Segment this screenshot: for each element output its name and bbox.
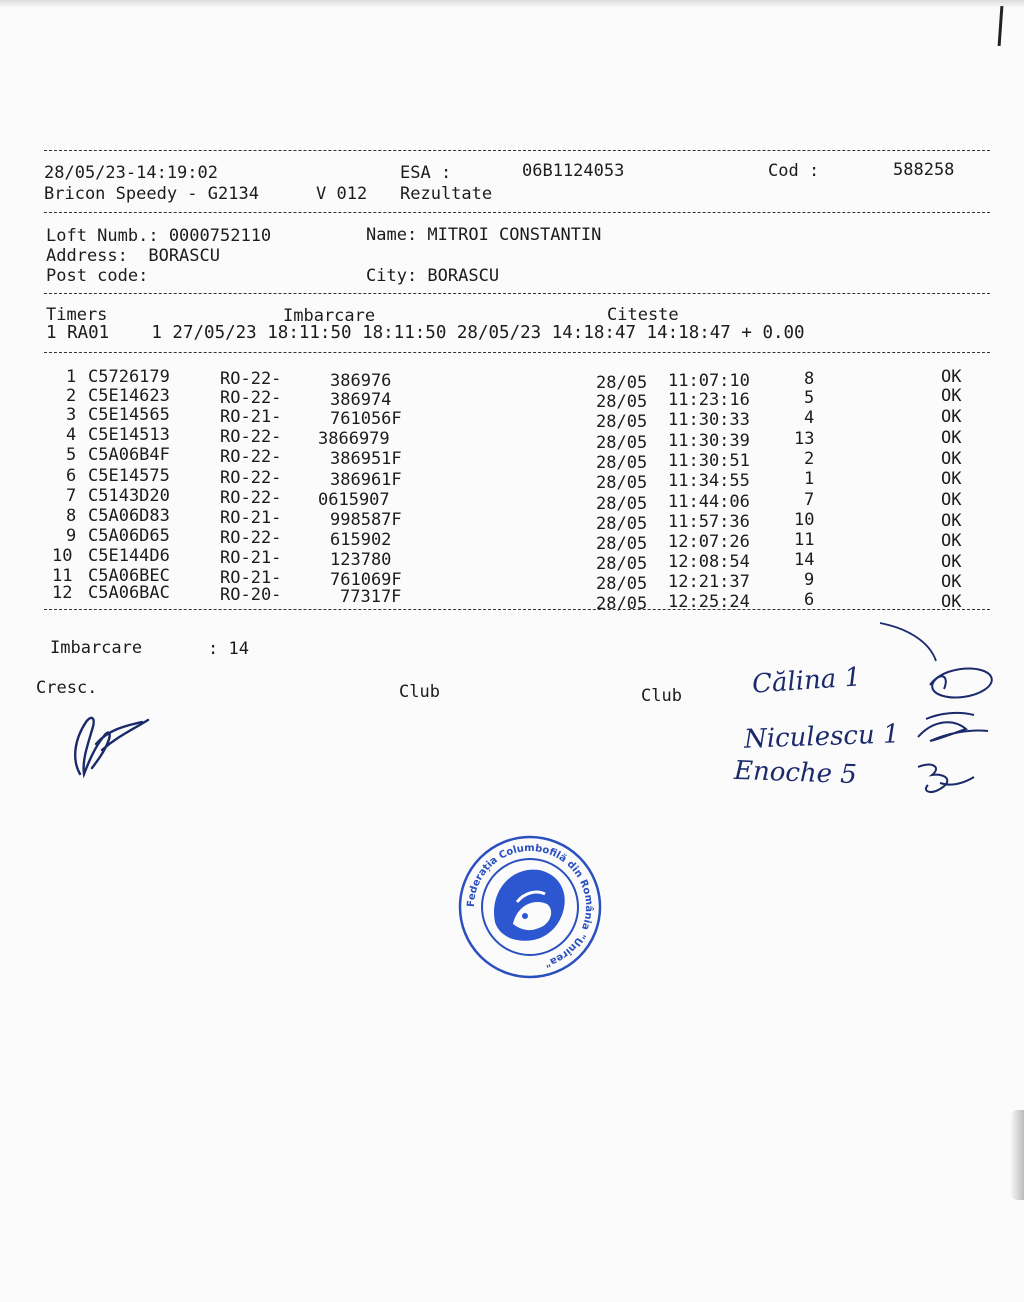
result-chip-id: C5E14575	[88, 466, 170, 486]
result-order: 5	[804, 388, 815, 408]
result-ring-number: 386976	[330, 371, 392, 391]
esa-label: ESA :	[400, 163, 452, 183]
result-chip-id: C5A06D83	[88, 506, 170, 526]
imbarcare-total-value: : 14	[208, 639, 249, 659]
result-order: 11	[794, 530, 815, 550]
result-date: 28/05	[596, 412, 648, 432]
result-time: 11:34:55	[668, 471, 750, 491]
result-date: 28/05	[596, 473, 648, 493]
result-status: OK	[941, 406, 962, 427]
stamp-ring-text: Federația Columbofilă din România "Unirea"	[465, 842, 595, 969]
result-date: 28/05	[596, 594, 648, 614]
result-status: OK	[941, 572, 962, 592]
address: Address: BORASCU	[46, 246, 220, 266]
result-time: 11:30:51	[668, 451, 750, 471]
cresc-label: Cresc.	[36, 678, 98, 698]
result-status: OK	[941, 428, 962, 449]
result-ring-number: 615902	[330, 530, 392, 550]
result-order: 2	[804, 449, 815, 469]
result-ring-number: 77317F	[340, 587, 402, 607]
imbarcare-header: Imbarcare	[283, 306, 376, 326]
result-time: 11:23:16	[668, 390, 750, 410]
result-position: 7	[66, 486, 77, 506]
result-chip-id: C5726179	[88, 367, 170, 387]
federation-stamp	[455, 832, 605, 982]
result-time: 12:08:54	[668, 552, 750, 572]
result-chip-id: C5A06BEC	[88, 566, 170, 586]
result-chip-id: C5A06B4F	[88, 445, 170, 465]
device-name: Bricon Speedy - G2134	[44, 184, 259, 204]
result-ring-prefix: RO-22-	[220, 447, 282, 467]
result-chip-id: C5E14513	[88, 425, 170, 445]
handwritten-name-1: Călina 1	[751, 662, 862, 700]
result-date: 28/05	[596, 373, 648, 393]
result-position: 6	[66, 466, 77, 486]
divider	[44, 352, 990, 353]
result-order: 8	[804, 369, 815, 389]
result-position: 9	[66, 526, 77, 546]
result-status: OK	[941, 592, 962, 613]
scan-shadow	[1010, 1110, 1024, 1200]
result-order: 4	[804, 408, 815, 428]
result-date: 28/05	[596, 574, 648, 594]
timer-line: 1 RA01 1 27/05/23 18:11:50 18:11:50 28/05/23 14:18:47 14:18:47 + 0.00	[46, 323, 805, 343]
result-position: 2	[66, 386, 77, 406]
result-ring-number: 998587F	[330, 510, 402, 530]
result-ring-prefix: RO-22-	[220, 468, 282, 488]
result-ring-prefix: RO-22-	[220, 388, 282, 408]
result-position: 8	[66, 506, 77, 526]
timers-header: Timers	[46, 305, 108, 325]
result-ring-prefix: RO-22-	[220, 488, 282, 508]
result-order: 13	[794, 429, 815, 449]
result-date: 28/05	[596, 453, 648, 473]
handwritten-name-2: Niculescu 1	[743, 719, 901, 755]
result-status: OK	[941, 367, 962, 387]
result-order: 10	[794, 510, 815, 530]
result-chip-id: C5E14623	[88, 386, 170, 406]
result-time: 11:07:10	[668, 371, 750, 391]
result-position: 1	[66, 367, 77, 387]
divider	[44, 212, 990, 213]
result-ring-prefix: RO-21-	[220, 407, 282, 427]
result-date: 28/05	[596, 494, 648, 514]
result-ring-number: 123780	[330, 550, 392, 570]
post-code: Post code:	[46, 266, 149, 286]
result-date: 28/05	[596, 534, 648, 554]
result-ring-number: 386974	[330, 390, 392, 410]
result-time: 11:30:33	[668, 410, 750, 430]
result-order: 7	[804, 490, 815, 510]
result-order: 14	[794, 550, 815, 570]
result-ring-number: 761069F	[330, 570, 402, 590]
result-position: 11	[52, 566, 73, 586]
result-order: 1	[804, 469, 815, 489]
result-time: 11:44:06	[668, 492, 750, 512]
result-ring-number: 3866979	[318, 429, 390, 449]
result-chip-id: C5E14565	[88, 405, 170, 425]
result-status: OK	[941, 469, 962, 489]
citeste-header: Citeste	[607, 305, 679, 325]
document-type: Rezultate	[400, 184, 493, 204]
result-position: 10	[52, 546, 73, 566]
result-date: 28/05	[596, 392, 648, 412]
result-ring-prefix: RO-22-	[220, 369, 282, 389]
result-chip-id: C5A06BAC	[88, 583, 170, 603]
result-ring-number: 0615907	[318, 490, 390, 510]
device-version: V 012	[316, 184, 368, 204]
result-position: 5	[66, 445, 77, 465]
result-chip-id: C5A06D65	[88, 526, 170, 546]
loft-number: Loft Numb.: 0000752110	[46, 226, 272, 246]
result-ring-prefix: RO-22-	[220, 528, 282, 548]
result-date: 28/05	[596, 554, 648, 574]
result-ring-prefix: RO-22-	[220, 427, 282, 447]
club-label-1: Club	[399, 682, 440, 702]
result-date: 28/05	[596, 433, 648, 453]
result-ring-prefix: RO-21-	[220, 568, 282, 588]
result-order: 6	[804, 590, 815, 610]
result-status: OK	[941, 490, 962, 511]
result-order: 9	[804, 570, 815, 590]
commission-signatures	[870, 615, 1000, 805]
divider	[44, 293, 990, 294]
result-position: 3	[66, 405, 77, 425]
result-chip-id: C5E144D6	[88, 546, 170, 566]
handwritten-name-3: Enoche 5	[733, 755, 858, 791]
result-time: 12:21:37	[668, 572, 750, 592]
result-ring-number: 761056F	[330, 409, 402, 429]
result-ring-prefix: RO-21-	[220, 548, 282, 568]
result-time: 12:07:26	[668, 532, 750, 552]
fancier-name: Name: MITROI CONSTANTIN	[366, 225, 602, 245]
result-chip-id: C5143D20	[88, 486, 170, 506]
result-date: 28/05	[596, 514, 648, 534]
result-position: 4	[66, 425, 77, 445]
result-status: OK	[941, 551, 962, 572]
print-datetime: 28/05/23-14:19:02	[44, 163, 218, 183]
result-time: 12:25:24	[668, 592, 750, 612]
result-ring-number: 386951F	[330, 449, 402, 469]
result-status: OK	[941, 531, 962, 552]
divider	[44, 609, 990, 610]
esa-value: 06B1124053	[522, 161, 625, 181]
club-label-2: Club	[641, 686, 682, 706]
imbarcare-total-label: Imbarcare	[50, 638, 143, 658]
result-position: 12	[52, 583, 73, 603]
divider	[44, 150, 990, 151]
result-time: 11:57:36	[668, 512, 750, 532]
result-status: OK	[941, 386, 962, 407]
result-time: 11:30:39	[668, 431, 750, 451]
city: City: BORASCU	[366, 266, 500, 286]
result-ring-prefix: RO-21-	[220, 508, 282, 528]
result-status: OK	[941, 510, 962, 531]
result-status: OK	[941, 448, 962, 469]
cod-value: 588258	[893, 160, 955, 180]
result-ring-number: 386961F	[330, 470, 402, 490]
cod-label: Cod :	[768, 161, 820, 181]
breeder-signature	[62, 700, 162, 784]
result-ring-prefix: RO-20-	[220, 585, 282, 605]
